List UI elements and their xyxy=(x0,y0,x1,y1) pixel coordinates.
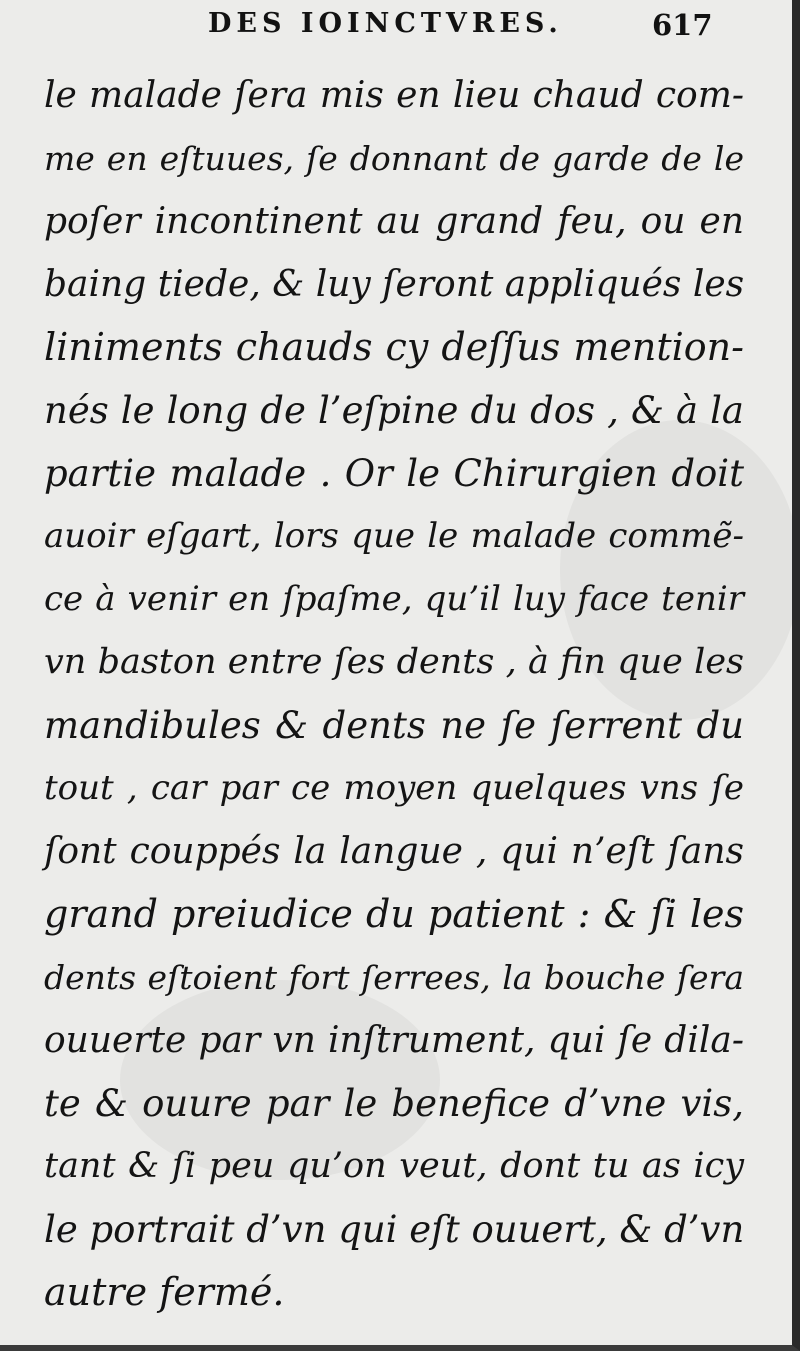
text-line: te & ouure par le benefice d’vne vis, xyxy=(44,1082,744,1125)
text-line: dents eſtoient fort ſerrees, la bouche ſera xyxy=(44,958,744,997)
text-line: ſont couppés la langue , qui n’eſt ſans xyxy=(44,831,744,872)
text-line: ce à venir en ſpaſme, qu’il luy face tenir xyxy=(44,579,744,619)
text-line: autre fermé. xyxy=(44,1270,285,1314)
text-line: vn baston entre ſes dents , à fin que les xyxy=(44,642,744,682)
text-line: ouuerte par vn inſtrument, qui ſe dila- xyxy=(44,1020,744,1061)
text-line: nés le long de l’eſpine du dos , & à la xyxy=(44,389,744,432)
text-line: tant & ſi peu qu’on veut, dont tu as icy xyxy=(44,1146,744,1186)
text-line: poſer incontinent au grand feu, ou en xyxy=(44,201,744,242)
text-line: me en eſtuues, ſe donnant de garde de le xyxy=(44,139,744,178)
running-head: DES IOINCTVRES. xyxy=(208,8,563,39)
text-line: le portrait d’vn qui eſt ouuert, & d’vn xyxy=(44,1208,745,1251)
text-line: auoir eſgart, lors que le malade commẽ- xyxy=(44,516,744,556)
text-line: tout , car par ce moyen quelques vns ſe xyxy=(44,768,744,808)
text-line: grand preiudice du patient : & ſi les xyxy=(44,892,744,936)
page-header xyxy=(0,8,792,48)
page-number: 617 xyxy=(652,8,713,42)
text-line: partie malade . Or le Chirurgien doit xyxy=(44,452,744,495)
text-line: baing tiede, & luy ſeront appliqués les xyxy=(44,264,745,305)
text-line: liniments chauds cy deſſus mention- xyxy=(44,325,744,369)
text-line: mandibules & dents ne ſe ſerrent du xyxy=(44,704,744,747)
text-line: le malade ſera mis en lieu chaud com- xyxy=(44,75,744,116)
body-text xyxy=(44,64,744,1324)
